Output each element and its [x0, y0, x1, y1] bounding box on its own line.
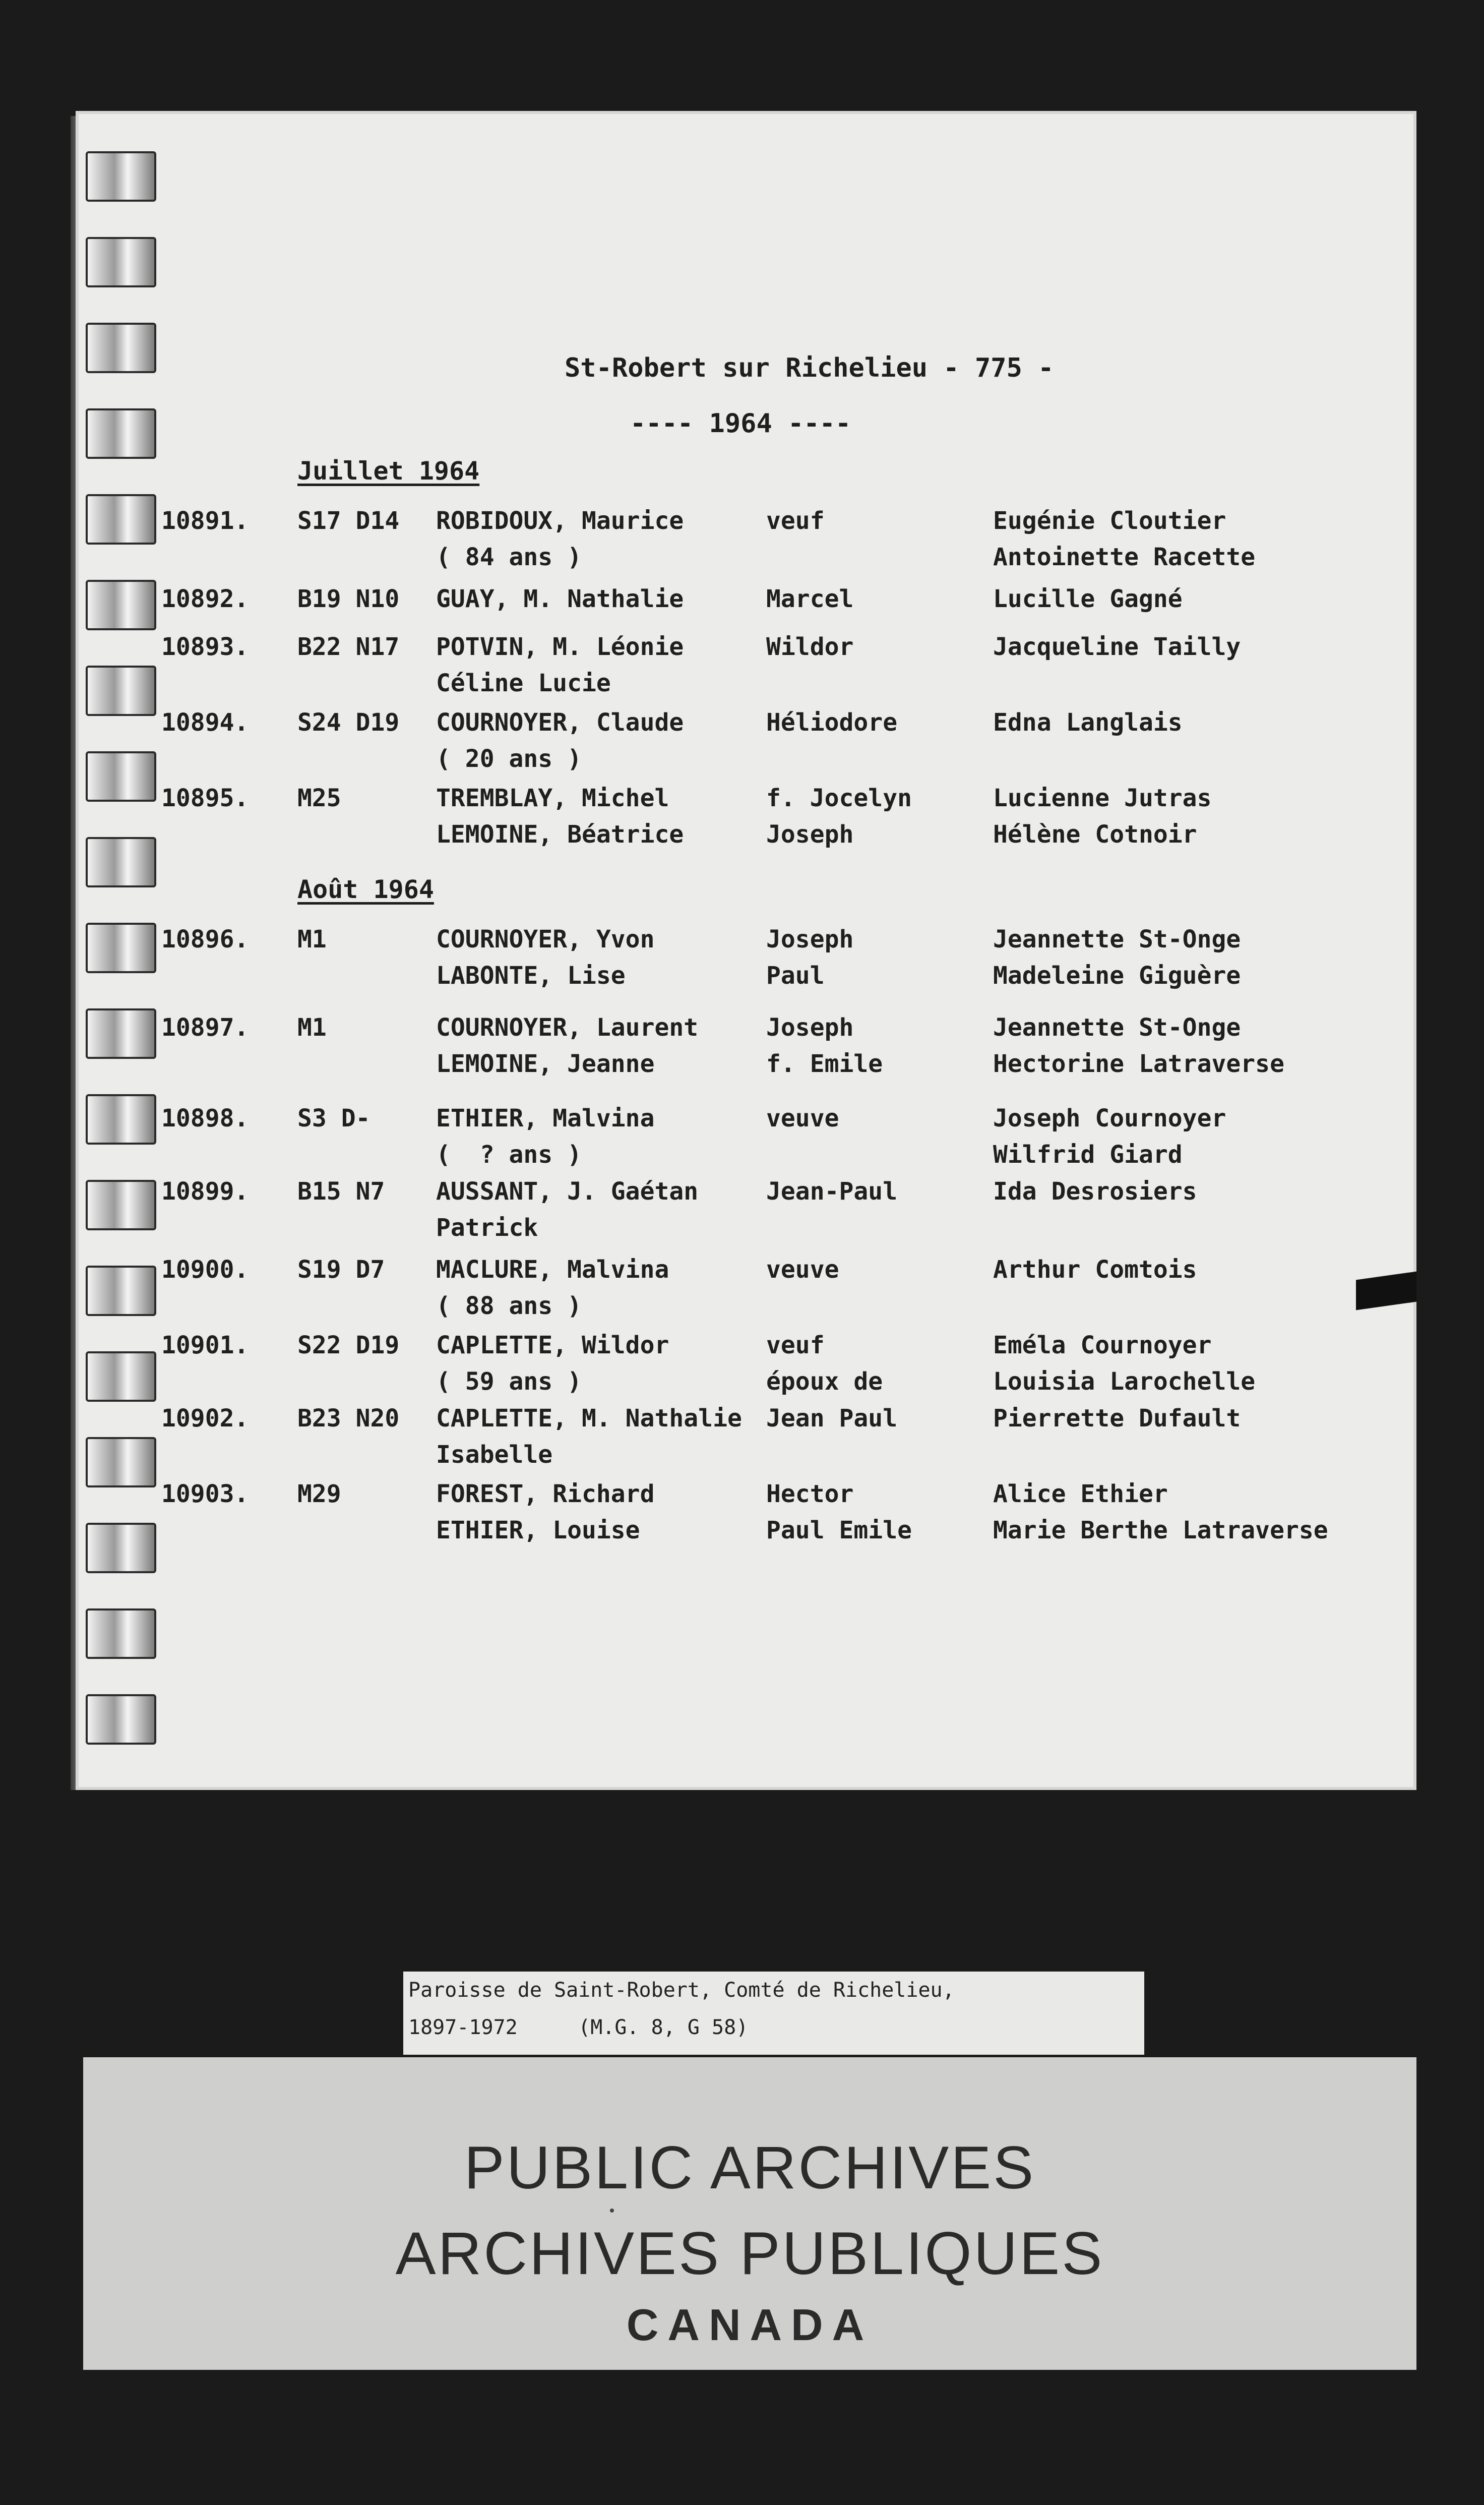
entry-relation: veuve	[766, 1256, 839, 1284]
entry-witnesses: Wilfrid Giard	[993, 1141, 1183, 1169]
entry-number: 10902.	[161, 1404, 249, 1433]
register-entry	[0, 507, 1484, 571]
entry-relation: époux de	[766, 1367, 883, 1396]
entry-witnesses: Marie Berthe Latraverse	[993, 1516, 1328, 1544]
binding-ring	[86, 323, 156, 373]
entry-number: 10901.	[161, 1331, 249, 1359]
entry-witnesses: Eméla Cournoyer	[993, 1331, 1212, 1359]
entry-name: ( 20 ans )	[436, 745, 582, 773]
entry-type-code: M1	[297, 925, 327, 953]
entry-type-code: B15 N7	[297, 1177, 385, 1206]
binding-ring	[86, 151, 156, 202]
register-entry	[0, 633, 1484, 697]
entry-name: COURNOYER, Laurent	[436, 1013, 699, 1042]
entry-relation: Joseph	[766, 820, 854, 849]
collection-label-line-1: Paroisse de Saint-Robert, Comté de Richelieu,	[408, 1979, 955, 2002]
entry-witnesses: Eugénie Cloutier	[993, 507, 1226, 535]
binding-ring	[86, 408, 156, 459]
binding-ring	[86, 837, 156, 887]
entry-relation: Héliodore	[766, 708, 898, 737]
decorative-dot	[610, 2209, 614, 2213]
binding-ring	[86, 1608, 156, 1659]
entry-witnesses: Jeannette St-Onge	[993, 925, 1241, 953]
entry-type-code: S17 D14	[297, 507, 400, 535]
entry-number: 10900.	[161, 1256, 249, 1284]
entry-number: 10897.	[161, 1013, 249, 1042]
month-heading: Juillet 1964	[297, 456, 480, 486]
entry-type-code: S19 D7	[297, 1256, 385, 1284]
entry-witnesses: Lucille Gagné	[993, 585, 1183, 613]
entry-name: FOREST, Richard	[436, 1480, 655, 1508]
entry-witnesses: Louisia Larochelle	[993, 1367, 1256, 1396]
entry-name: ( 59 ans )	[436, 1367, 582, 1396]
register-entry	[0, 585, 1484, 640]
entry-name: MACLURE, Malvina	[436, 1256, 669, 1284]
entry-relation: Wildor	[766, 633, 854, 661]
entry-name: COURNOYER, Yvon	[436, 925, 655, 953]
entry-type-code: M25	[297, 784, 341, 812]
entry-name: ( ? ans )	[436, 1141, 582, 1169]
entry-type-code: S22 D19	[297, 1331, 400, 1359]
register-entry	[0, 784, 1484, 849]
entry-relation: Hector	[766, 1480, 854, 1508]
entry-number: 10891.	[161, 507, 249, 535]
entry-number: 10895.	[161, 784, 249, 812]
entry-relation: veuf	[766, 507, 825, 535]
register-entry	[0, 1331, 1484, 1396]
entry-relation: Joseph	[766, 1013, 854, 1042]
register-entry	[0, 1177, 1484, 1242]
entry-name: GUAY, M. Nathalie	[436, 585, 684, 613]
collection-label	[403, 1972, 1144, 2055]
entry-name: ROBIDOUX, Maurice	[436, 507, 684, 535]
register-entry	[0, 925, 1484, 990]
entry-name: TREMBLAY, Michel	[436, 784, 669, 812]
entry-relation: f. Jocelyn	[766, 784, 912, 812]
entry-relation: f. Emile	[766, 1050, 883, 1078]
entry-witnesses: Ida Desrosiers	[993, 1177, 1197, 1206]
entry-witnesses: Jacqueline Tailly	[993, 633, 1241, 661]
entry-witnesses: Alice Ethier	[993, 1480, 1168, 1508]
entry-relation: Joseph	[766, 925, 854, 953]
entry-type-code: B22 N17	[297, 633, 400, 661]
register-entry	[0, 1256, 1484, 1320]
register-entry	[0, 1013, 1484, 1078]
entry-type-code: M1	[297, 1013, 327, 1042]
entry-witnesses: Arthur Comtois	[993, 1256, 1197, 1284]
entry-name: Isabelle	[436, 1441, 553, 1469]
entry-witnesses: Joseph Cournoyer	[993, 1104, 1226, 1132]
entry-number: 10899.	[161, 1177, 249, 1206]
entry-name: LEMOINE, Jeanne	[436, 1050, 655, 1078]
entry-name: ( 84 ans )	[436, 543, 582, 571]
entry-name: LABONTE, Lise	[436, 962, 626, 990]
entry-witnesses: Edna Langlais	[993, 708, 1183, 737]
entry-name: LEMOINE, Béatrice	[436, 820, 684, 849]
register-entry	[0, 1104, 1484, 1169]
month-heading: Août 1964	[297, 875, 434, 904]
entry-witnesses: Lucienne Jutras	[993, 784, 1212, 812]
binding-ring	[86, 1694, 156, 1745]
binding-ring	[86, 237, 156, 287]
entry-type-code: M29	[297, 1480, 341, 1508]
entry-type-code: S3 D-	[297, 1104, 370, 1132]
entry-number: 10903.	[161, 1480, 249, 1508]
entry-number: 10898.	[161, 1104, 249, 1132]
entry-number: 10892.	[161, 585, 249, 613]
entry-relation: Paul	[766, 962, 825, 990]
entry-number: 10893.	[161, 633, 249, 661]
year-heading: ---- 1964 ----	[630, 408, 851, 439]
entry-witnesses: Hectorine Latraverse	[993, 1050, 1284, 1078]
entry-witnesses: Jeannette St-Onge	[993, 1013, 1241, 1042]
entry-witnesses: Pierrette Dufault	[993, 1404, 1241, 1433]
entry-number: 10896.	[161, 925, 249, 953]
entry-type-code: B23 N20	[297, 1404, 400, 1433]
entry-name: COURNOYER, Claude	[436, 708, 684, 737]
entry-relation: Paul Emile	[766, 1516, 912, 1544]
entry-type-code: B19 N10	[297, 585, 400, 613]
entry-witnesses: Hélène Cotnoir	[993, 820, 1197, 849]
entry-name: Céline Lucie	[436, 669, 611, 697]
entry-name: CAPLETTE, M. Nathalie	[436, 1404, 742, 1433]
entry-name: CAPLETTE, Wildor	[436, 1331, 669, 1359]
entry-name: ( 88 ans )	[436, 1292, 582, 1320]
entry-relation: veuf	[766, 1331, 825, 1359]
page-title: St-Robert sur Richelieu - 775 -	[565, 353, 1054, 383]
archives-line-country: CANADA	[626, 2300, 874, 2350]
entry-relation: Marcel	[766, 585, 854, 613]
entry-witnesses: Madeleine Giguère	[993, 962, 1241, 990]
register-entry	[0, 1480, 1484, 1544]
entry-name: POTVIN, M. Léonie	[436, 633, 684, 661]
archives-line-french: ARCHIVES PUBLIQUES	[395, 2220, 1104, 2287]
entry-name: Patrick	[436, 1214, 538, 1242]
entry-name: ETHIER, Louise	[436, 1516, 640, 1544]
entry-name: ETHIER, Malvina	[436, 1104, 655, 1132]
entry-relation: Jean Paul	[766, 1404, 898, 1433]
register-entry	[0, 1404, 1484, 1469]
entry-relation: Jean-Paul	[766, 1177, 898, 1206]
entry-type-code: S24 D19	[297, 708, 400, 737]
entry-relation: veuve	[766, 1104, 839, 1132]
archives-line-english: PUBLIC ARCHIVES	[464, 2134, 1036, 2201]
archives-stamp-card	[83, 2057, 1416, 2370]
entry-name: AUSSANT, J. Gaétan	[436, 1177, 699, 1206]
entry-number: 10894.	[161, 708, 249, 737]
collection-label-line-2: 1897-1972 (M.G. 8, G 58)	[408, 2016, 749, 2039]
register-entry	[0, 708, 1484, 773]
entry-witnesses: Antoinette Racette	[993, 543, 1256, 571]
